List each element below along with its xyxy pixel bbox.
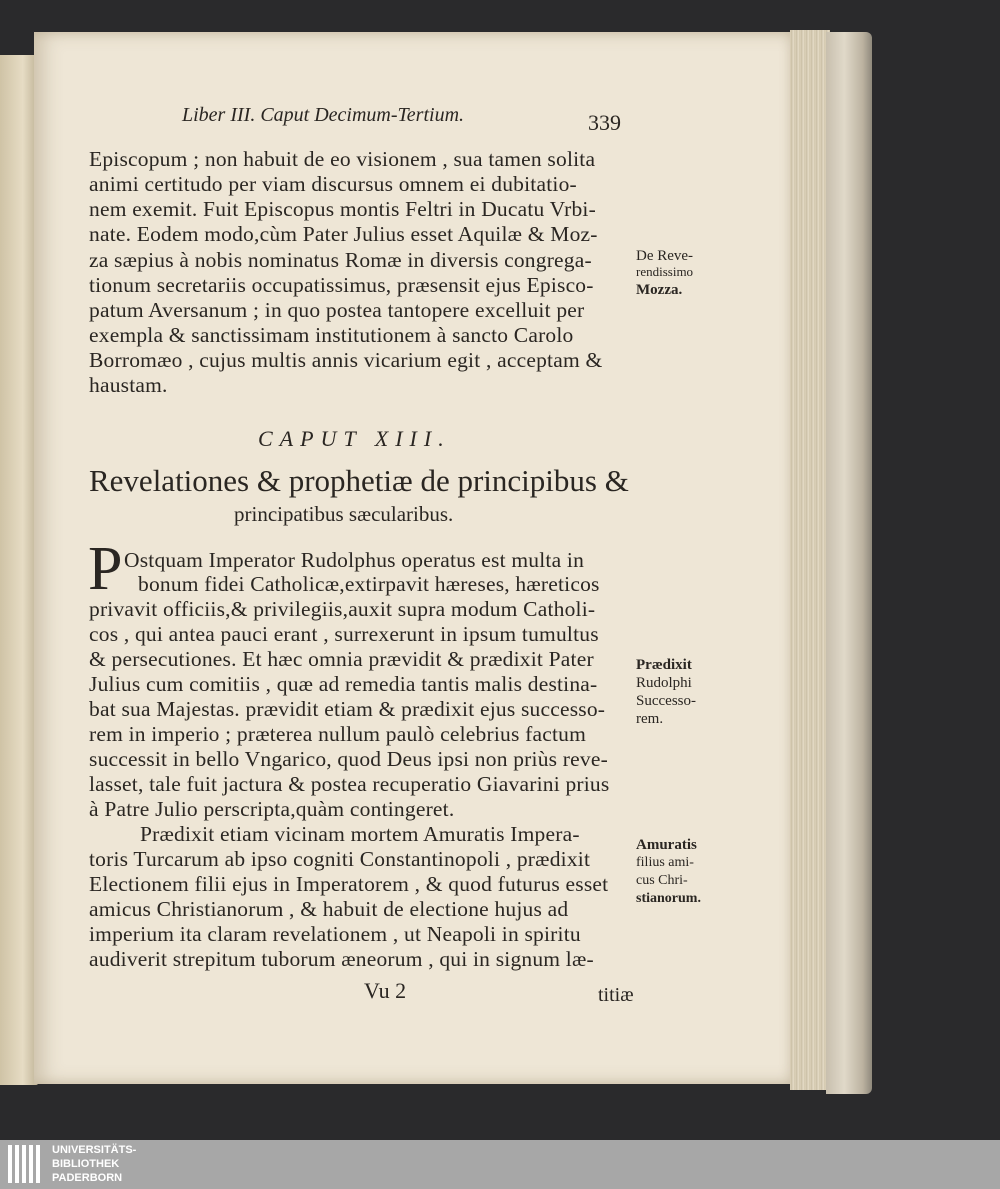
text-line: successit in bello Vngarico, quod Deus ipsi non priùs reve- <box>89 747 608 771</box>
catchword: titiæ <box>598 984 634 1006</box>
text-line: Electionem filii ejus in Imperatorem , & quod futurus esset <box>89 872 609 896</box>
text-line: tionum secretariis occupatissimus, præsensit ejus Episco- <box>89 273 594 297</box>
text-line: toris Turcarum ab ipso cogniti Constantinopoli , prædixit <box>89 847 591 871</box>
library-name-line: PADERBORN <box>52 1172 123 1184</box>
text-line: patum Aversanum ; in quo postea tantopere excelluit per <box>89 298 585 322</box>
text-line: & persecutiones. Et hæc omnia prævidit & prædixit Pater <box>89 647 594 671</box>
book-cover-edge <box>826 32 872 1094</box>
text-line: Julius cum comitiis , quæ ad remedia tantis malis destina- <box>89 672 598 696</box>
library-name <box>52 1143 136 1185</box>
text-line: haustam. <box>89 373 168 397</box>
text-line: animi certitudo per viam discursus omnem ei dubitatio- <box>89 172 577 196</box>
marginal-line: De Reve- <box>636 248 694 264</box>
library-name-line: BIBLIOTHEK <box>52 1158 120 1170</box>
marginal-line: Rudolphi <box>636 675 692 691</box>
running-head: Liber III. Caput Decimum-Tertium. <box>182 104 465 126</box>
text-line: nate. Eodem modo,cùm Pater Julius esset Aquilæ & Moz- <box>89 222 598 246</box>
marginal-line: stianorum. <box>636 891 701 906</box>
text-line: Borromæo , cujus multis annis vicarium egit , acceptam & <box>89 348 603 372</box>
page-edges <box>790 30 830 1090</box>
chapter-title: Revelationes & prophetiæ de principibus & <box>89 463 629 498</box>
text-line: exempla & sanctissimam institutionem à sancto Carolo <box>89 323 574 347</box>
text-line: privavit officiis,& privilegiis,auxit supra modum Catholi- <box>89 597 596 621</box>
chapter-subtitle: principatibus sæcularibus. <box>234 502 454 526</box>
marginal-line: rem. <box>636 711 664 727</box>
marginal-line: Prædixit <box>636 657 692 673</box>
marginal-line: Successo- <box>636 693 696 709</box>
page-number: 339 <box>588 110 621 135</box>
signature-mark: Vu 2 <box>364 978 407 1003</box>
text-line: audiverit strepitum tuborum æneorum , qui in signum læ- <box>89 947 594 971</box>
text-line: lasset, tale fuit jactura & postea recuperatio Giavarini prius <box>89 772 610 796</box>
marginal-line: cus Chri- <box>636 873 688 888</box>
text-line: Ostquam Imperator Rudolphus operatus est multa in <box>124 548 585 572</box>
text-line: nem exemit. Fuit Episcopus montis Feltri in Ducatu Vrbi- <box>89 197 596 221</box>
text-line: bonum fidei Catholicæ,extirpavit hæreses, hæreticos <box>138 572 600 596</box>
text-line: cos , qui antea pauci erant , surrexerunt in ipsum tumultus <box>89 622 599 646</box>
drop-cap: P <box>88 535 123 603</box>
marginal-line: Mozza. <box>636 282 683 298</box>
library-logo-icon <box>8 1145 46 1183</box>
text-line: rem in imperio ; præterea nullum paulò celebrius factum <box>89 722 586 746</box>
text-line: Prædixit etiam vicinam mortem Amuratis Impera- <box>140 822 580 846</box>
library-footer <box>0 1140 1000 1189</box>
text-line: à Patre Julio perscripta,quàm contingeret. <box>89 797 455 821</box>
text-line: amicus Christianorum , & habuit de electione hujus ad <box>89 897 569 921</box>
text-line: za sæpius à nobis nominatus Romæ in diversis congrega- <box>89 248 592 272</box>
text-line: bat sua Majestas. prævidit etiam & prædixit ejus successo- <box>89 697 606 721</box>
text-line: Episcopum ; non habuit de eo visionem , sua tamen solita <box>89 147 596 171</box>
chapter-number: CAPUT XIII. <box>258 426 451 451</box>
library-name-line: UNIVERSITÄTS- <box>52 1144 137 1156</box>
marginal-line: rendissimo <box>636 264 694 279</box>
facing-page-edge <box>0 55 38 1085</box>
text-line: imperium ita claram revelationem , ut Neapoli in spiritu <box>89 922 581 946</box>
marginal-line: Amuratis <box>636 837 697 853</box>
marginal-line: filius ami- <box>636 855 694 870</box>
